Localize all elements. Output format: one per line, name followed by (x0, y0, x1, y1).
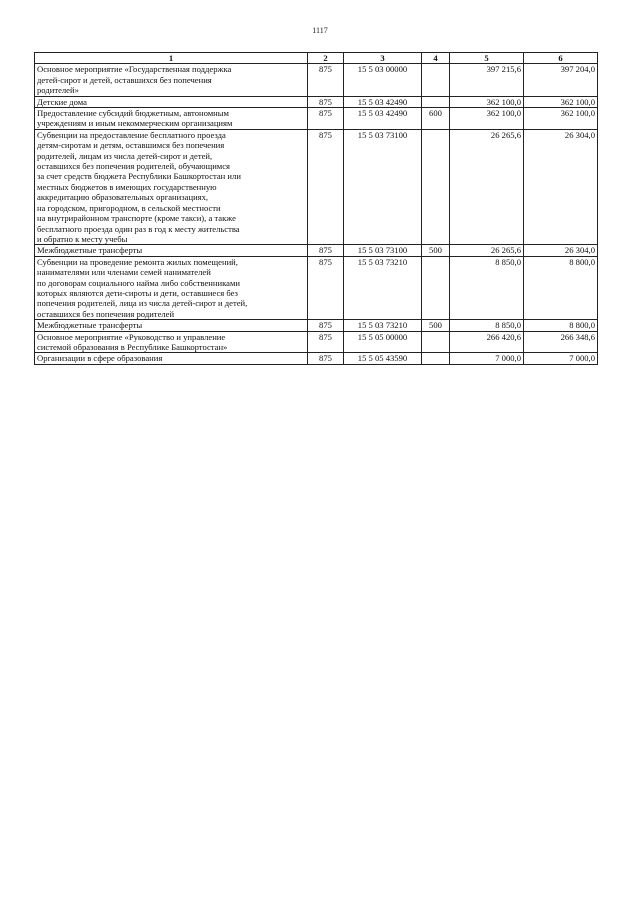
description-line: попечения родителей, лица из числа детей-сирот и детей, (37, 298, 248, 309)
row-amount-col6: 266 348,6 (524, 331, 598, 353)
row-classification-code: 15 5 03 73210 (344, 256, 422, 319)
row-amount-col6: 8 800,0 (524, 256, 598, 319)
table-row (35, 129, 598, 244)
row-amount-col6: 362 100,0 (524, 108, 598, 130)
column-header-6: 6 (524, 53, 598, 64)
row-ministry-code: 875 (308, 108, 344, 130)
description-line: на городском, пригородном, в сельской местности (37, 202, 221, 213)
header-row (35, 53, 598, 64)
description-line: за счет средств бюджета Республики Башкортостан или (37, 171, 241, 182)
row-amount-col5: 26 265,6 (450, 129, 524, 244)
row-ministry-code: 875 (308, 96, 344, 107)
row-amount-col6: 397 204,0 (524, 64, 598, 96)
description-line: учреждениям и иным некоммерческим организациям (37, 118, 233, 129)
description-line: оставшихся без попечения родителей, обучающимся (37, 161, 230, 172)
table-row (35, 96, 598, 107)
table-body (35, 64, 598, 364)
table-row (35, 320, 598, 331)
page-number: 1117 (312, 26, 328, 35)
description-line: родителей» (37, 85, 79, 96)
description-line: по договорам социального найма либо собственниками (37, 277, 241, 288)
row-ministry-code: 875 (308, 129, 344, 244)
description-line: Межбюджетные трансферты (37, 320, 143, 331)
row-description (35, 64, 308, 96)
description-line: Предоставление субсидий бюджетным, автономным (37, 108, 229, 119)
row-description (35, 108, 308, 130)
row-amount-col5: 362 100,0 (450, 96, 524, 107)
row-expense-type: 600 (422, 108, 450, 130)
row-description (35, 129, 308, 244)
column-header-3: 3 (344, 53, 422, 64)
description-line: бесплатного проезда один раз в год к месту жительства (37, 223, 240, 234)
row-expense-type (422, 353, 450, 364)
row-amount-col6: 8 800,0 (524, 320, 598, 331)
column-header-5: 5 (450, 53, 524, 64)
row-description (35, 320, 308, 331)
row-expense-type (422, 129, 450, 244)
row-amount-col5: 266 420,6 (450, 331, 524, 353)
row-expense-type (422, 256, 450, 319)
row-classification-code: 15 5 03 73210 (344, 320, 422, 331)
table-row (35, 64, 598, 96)
row-ministry-code: 875 (308, 256, 344, 319)
row-ministry-code: 875 (308, 320, 344, 331)
description-line: Субвенции на предоставление бесплатного проезда (37, 129, 226, 140)
description-line: системой образования в Республике Башкортостан» (37, 341, 228, 352)
row-classification-code: 15 5 03 00000 (344, 64, 422, 96)
description-line: Детские дома (37, 96, 87, 107)
row-classification-code: 15 5 03 42490 (344, 96, 422, 107)
row-description (35, 96, 308, 107)
row-classification-code: 15 5 05 00000 (344, 331, 422, 353)
row-expense-type: 500 (422, 320, 450, 331)
row-classification-code: 15 5 05 43590 (344, 353, 422, 364)
row-description (35, 331, 308, 353)
table-row (35, 353, 598, 364)
description-line: оставшихся без попечения родителей (37, 308, 175, 319)
column-header-2: 2 (308, 53, 344, 64)
table-row (35, 108, 598, 130)
row-amount-col5: 7 000,0 (450, 353, 524, 364)
row-amount-col6: 26 304,0 (524, 245, 598, 256)
description-line: и обратно к месту учебы (37, 233, 128, 244)
row-description (35, 256, 308, 319)
row-amount-col5: 397 215,6 (450, 64, 524, 96)
description-line: Субвенции на проведение ремонта жилых помещений, (37, 256, 238, 267)
column-header-4: 4 (422, 53, 450, 64)
row-expense-type (422, 331, 450, 353)
table-row (35, 245, 598, 256)
description-line: которых являются дети-сироты и дети, оставшиеся без (37, 287, 238, 298)
description-line: аккредитацию образовательных организациях, (37, 192, 209, 203)
table-row (35, 331, 598, 353)
row-classification-code: 15 5 03 73100 (344, 245, 422, 256)
row-amount-col5: 8 850,0 (450, 256, 524, 319)
table-header (35, 53, 598, 64)
row-expense-type (422, 64, 450, 96)
row-expense-type (422, 96, 450, 107)
row-ministry-code: 875 (308, 353, 344, 364)
column-header-1: 1 (35, 53, 308, 64)
description-line: нанимателями или членами семей нанимателей (37, 267, 211, 278)
description-line: Организации в сфере образования (37, 353, 163, 364)
description-line: на внутрирайонном транспорте (кроме такси), а также (37, 213, 236, 224)
row-ministry-code: 875 (308, 64, 344, 96)
row-amount-col6: 362 100,0 (524, 96, 598, 107)
row-ministry-code: 875 (308, 245, 344, 256)
description-line: местных бюджетов в имеющих государственную (37, 181, 217, 192)
description-line: родителей, лицам из числа детей-сирот и детей, (37, 150, 213, 161)
row-ministry-code: 875 (308, 331, 344, 353)
description-line: Основное мероприятие «Государственная поддержка (37, 64, 232, 75)
description-line: детям-сиротам и детям, оставшимся без попечения (37, 140, 225, 151)
description-line: Основное мероприятие «Руководство и управление (37, 331, 226, 342)
row-description (35, 353, 308, 364)
row-amount-col5: 8 850,0 (450, 320, 524, 331)
description-line: детей-сирот и детей, оставшихся без попечения (37, 74, 212, 85)
table-row (35, 256, 598, 319)
row-amount-col6: 7 000,0 (524, 353, 598, 364)
row-description (35, 245, 308, 256)
row-classification-code: 15 5 03 42490 (344, 108, 422, 130)
row-amount-col5: 26 265,6 (450, 245, 524, 256)
budget-table (34, 52, 598, 365)
row-amount-col6: 26 304,0 (524, 129, 598, 244)
row-classification-code: 15 5 03 73100 (344, 129, 422, 244)
description-line: Межбюджетные трансферты (37, 245, 143, 256)
row-expense-type: 500 (422, 245, 450, 256)
row-amount-col5: 362 100,0 (450, 108, 524, 130)
